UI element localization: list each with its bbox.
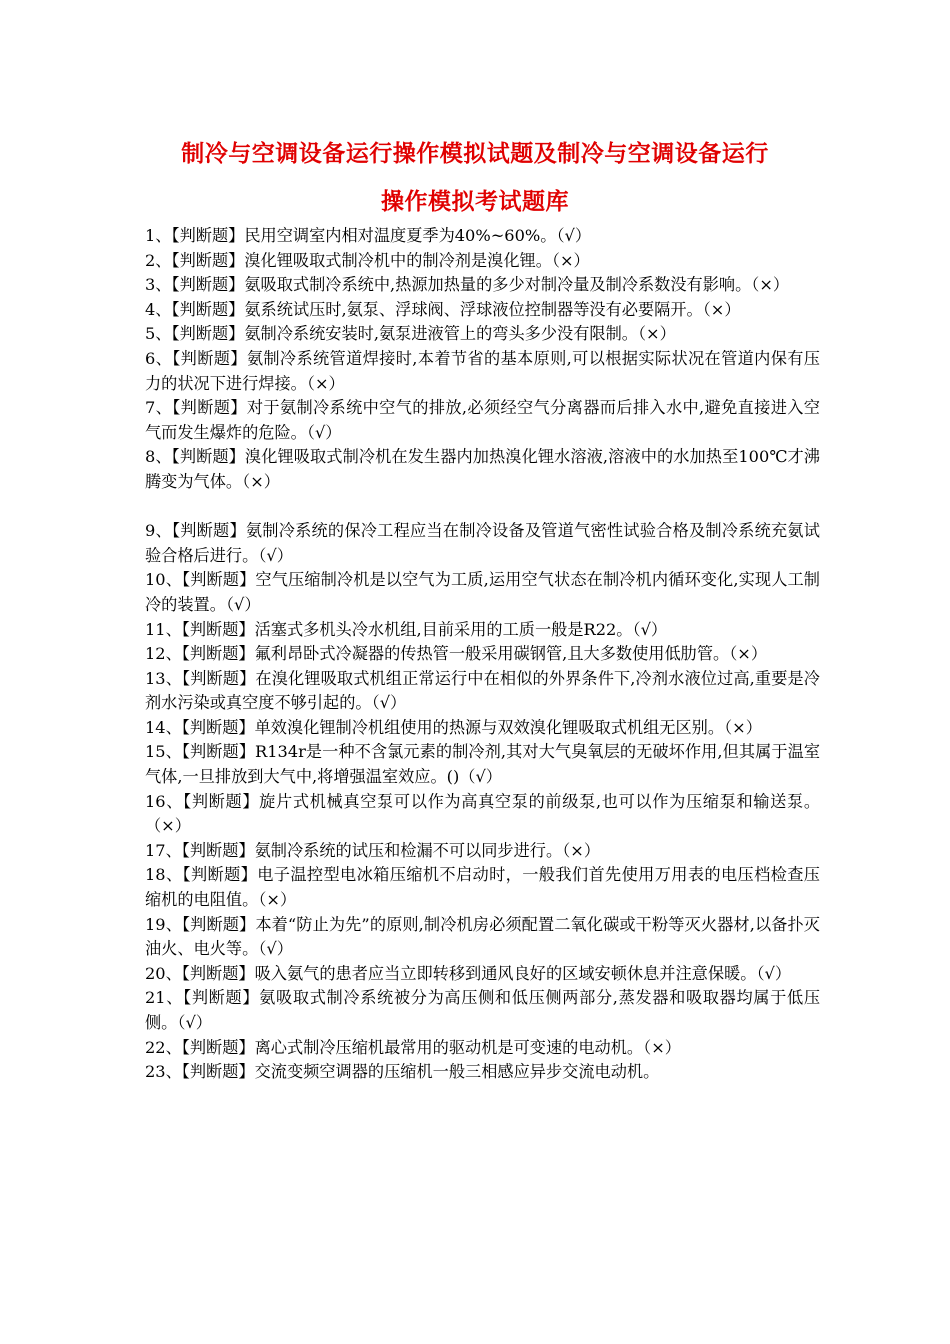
question-item: 21、【判断题】氨吸取式制冷系统被分为高压侧和低压侧两部分,蒸发器和吸取器均属于低压侧。（√） [145,988,820,1032]
question-item: 1、【判断题】民用空调室内相对温度夏季为40%~60%。（√） [145,226,592,245]
document-title-line-2: 操作模拟考试题库 [381,188,569,215]
question-item: 14、【判断题】单效溴化锂制冷机组使用的热源与双效溴化锂吸取式机组无区别。（×） [145,717,762,737]
paragraph-gap [145,495,820,520]
question-item: 17、【判断题】氨制冷系统的试压和检漏不可以同步进行。（×） [145,840,601,860]
question-item: 3、【判断题】氨吸取式制冷系统中,热源加热量的多少对制冷量及制冷系数没有影响。（×） [145,275,790,295]
question-item: 20、【判断题】吸入氨气的患者应当立即转移到通风良好的区域安顿休息并注意保暖。（√） [145,963,792,983]
question-item: 19、【判断题】本着“防止为先”的原则,制冷机房必须配置二氧化碳或干粉等灭火器材,以备扑灭油火、电火等。（√） [145,914,820,959]
question-item: 12、【判断题】氟利昂卧式冷凝器的传热管一般采用碳钢管,且大多数使用低肋管。（×） [145,644,768,664]
question-item: 11、【判断题】活塞式多机头冷水机组,目前采用的工质一般是R22。（√） [145,619,668,639]
question-list [145,224,820,1085]
question-item: 23、【判断题】交流变频空调器的压缩机一般三相感应异步交流电动机。 [145,1062,660,1082]
question-item: 10、【判断题】空气压缩制冷机是以空气为工质,运用空气状态在制冷机内循环变化,实现人工制冷的装置。（√） [145,570,820,614]
question-item: 8、【判断题】溴化锂吸取式制冷机在发生器内加热溴化锂水溶液,溶液中的水加热至100℃才沸腾变为气体。（×） [145,447,820,491]
question-item: 2、【判断题】溴化锂吸取式制冷机中的制冷剂是溴化锂。（×） [145,250,590,270]
question-item: 4、【判断题】氨系统试压时,氨泵、浮球阀、浮球液位控制器等没有必要隔开。（×） [145,299,741,319]
question-item: 7、【判断题】对于氨制冷系统中空气的排放,必须经空气分离器而后排入水中,避免直接进入空气而发生爆炸的危险。（√） [145,398,820,442]
document-title-line-1: 制冷与空调设备运行操作模拟试题及制冷与空调设备运行 [181,140,769,167]
question-item: 13、【判断题】在溴化锂吸取式机组正常运行中在相似的外界条件下,冷剂水液位过高,重要是冷剂水污染或真空度不够引起的。（√） [145,668,820,713]
question-item: 22、【判断题】离心式制冷压缩机最常用的驱动机是可变速的电动机。（×） [145,1037,681,1057]
question-item: 6、【判断题】氨制冷系统管道焊接时,本着节省的基本原则,可以根据实际状况在管道内保有压力的状况下进行焊接。（×） [145,348,820,393]
question-item: 18、【判断题】电子温控型电冰箱压缩机不启动时，一般我们首先使用万用表的电压档检查压缩机的电阻值。（×） [145,865,820,910]
question-item: 16、【判断题】旋片式机械真空泵可以作为高真空泵的前级泵,也可以作为压缩泵和输送泵。（×） [145,791,820,836]
question-item: 15、【判断题】R134r是一种不含氯元素的制冷剂,其对大气臭氧层的无破坏作用,但其属于温室气体,一旦排放到大气中,将增强温室效应。()（√） [145,742,820,787]
question-item: 9、【判断题】氨制冷系统的保冷工程应当在制冷设备及管道气密性试验合格及制冷系统充氨试验合格后进行。（√） [145,521,820,565]
question-item: 5、【判断题】氨制冷系统安装时,氨泵进液管上的弯头多少没有限制。（×） [145,324,676,344]
